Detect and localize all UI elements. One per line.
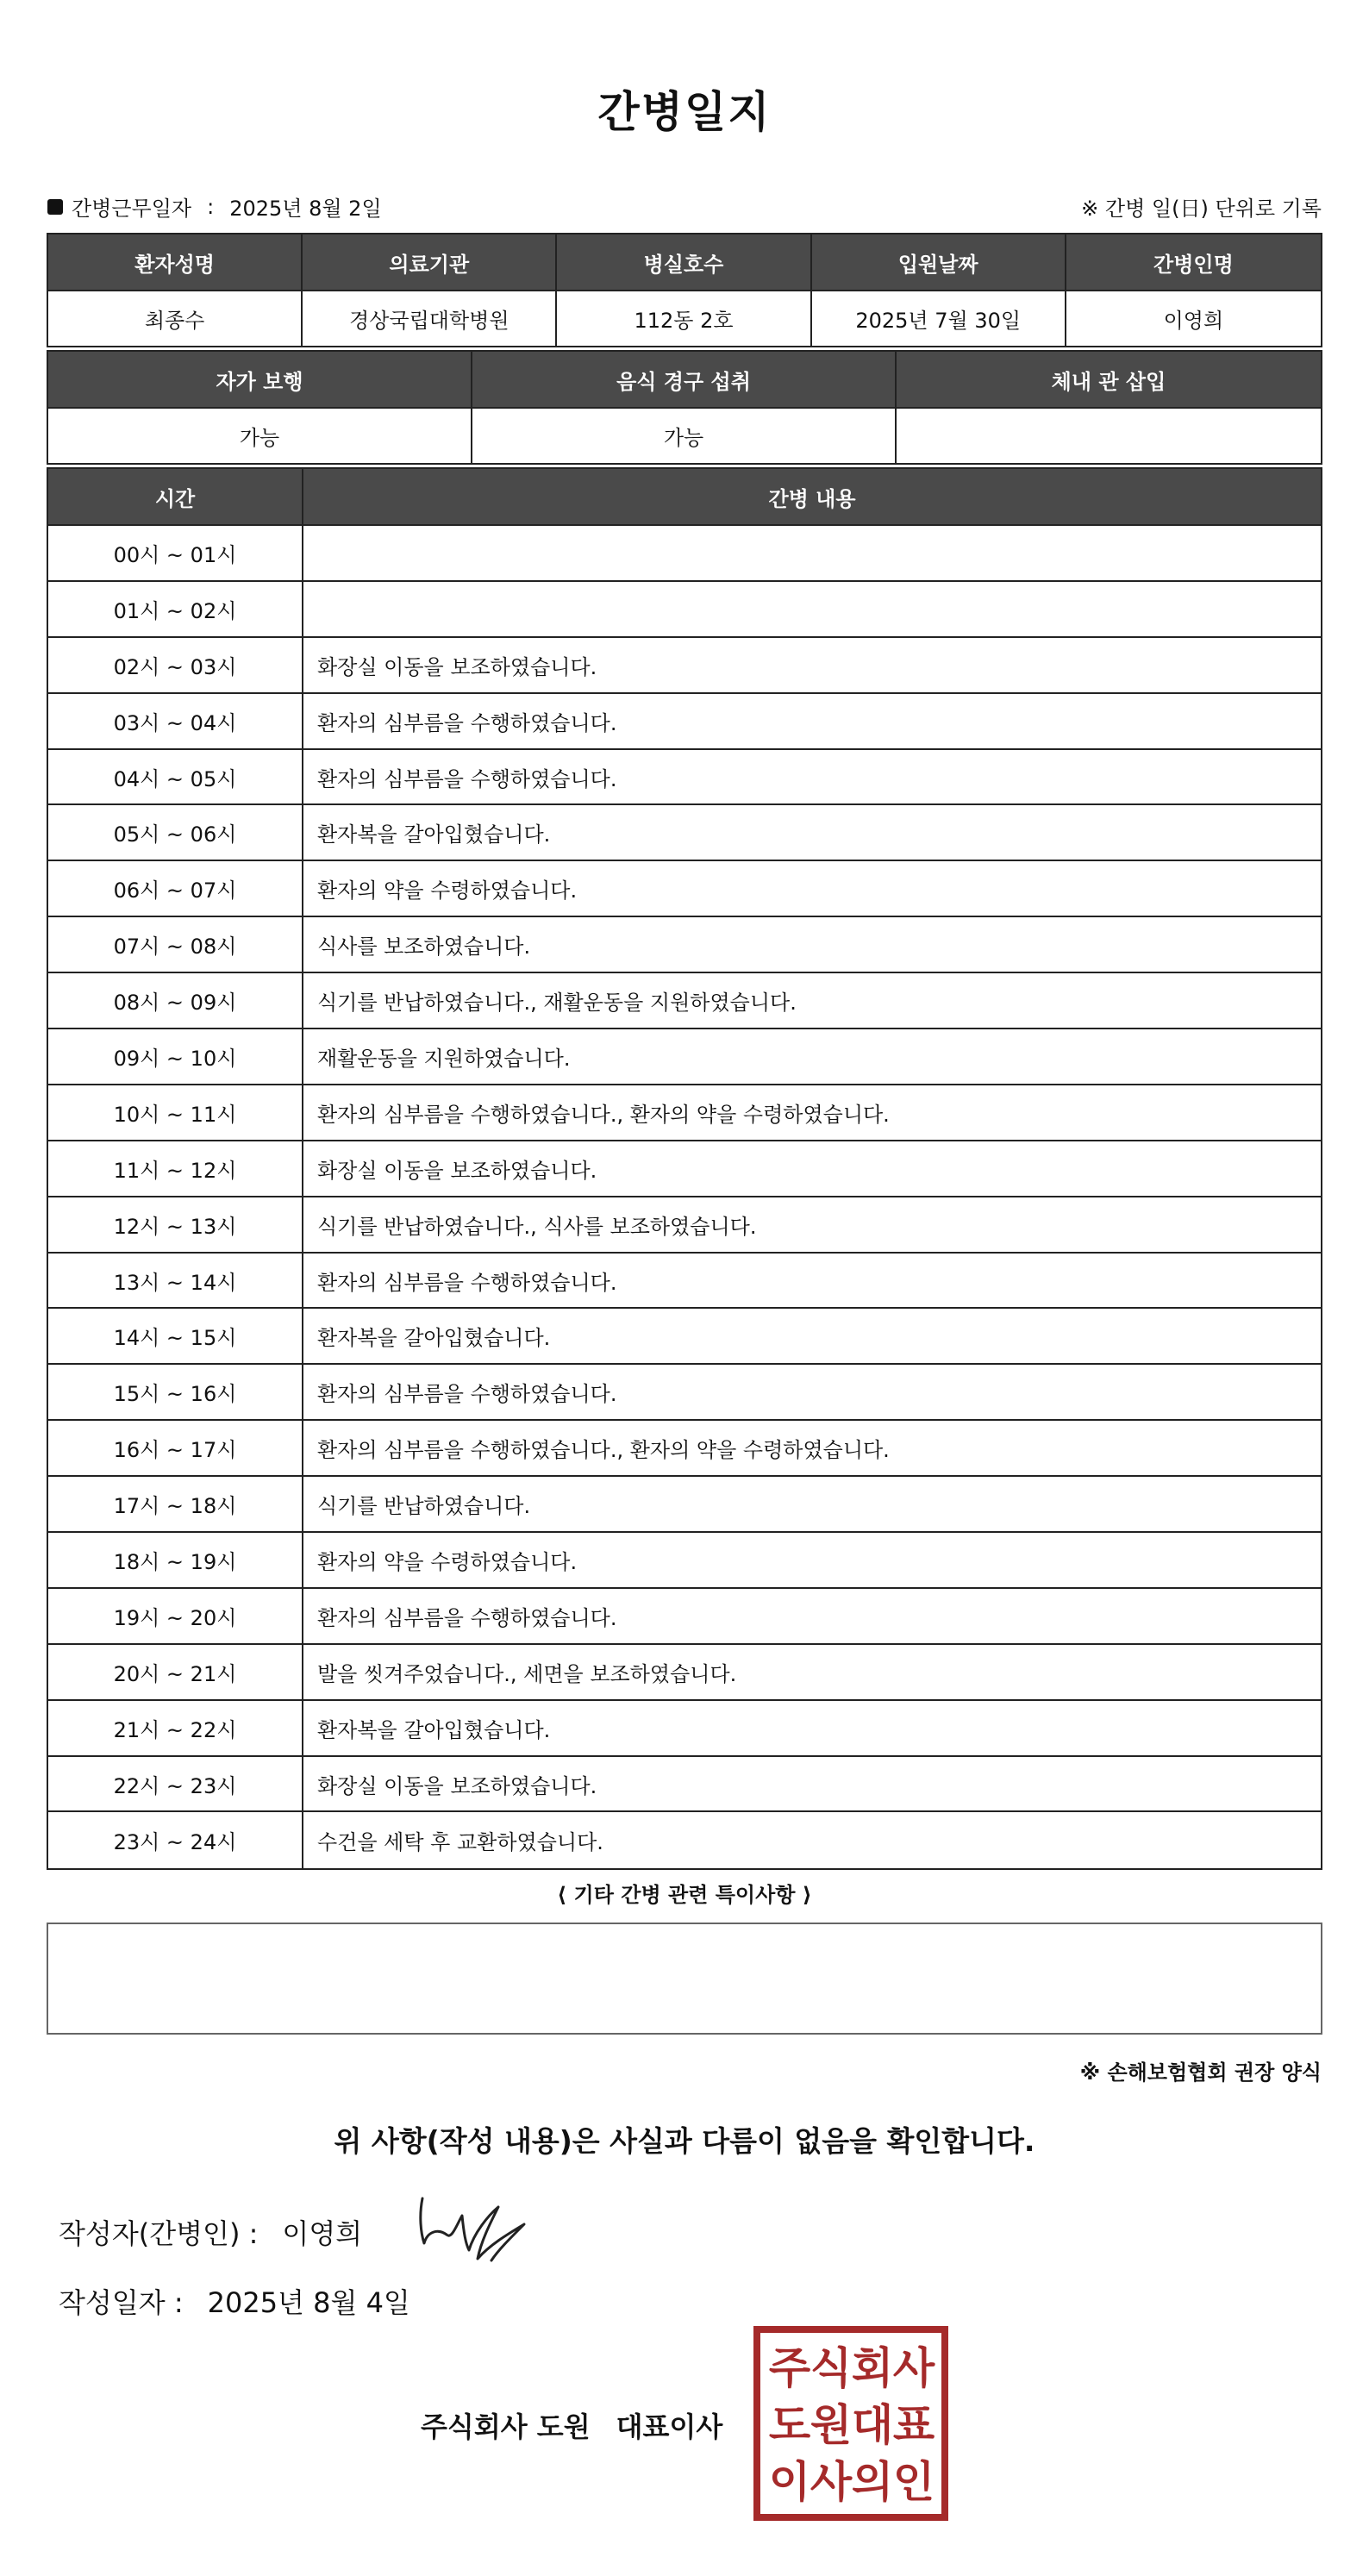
log-content-cell: 환자의 심부름을 수행하였습니다., 환자의 약을 수령하였습니다. xyxy=(303,1085,1321,1141)
seal-character: 의 xyxy=(851,2457,894,2507)
header-self-walking: 자가 보행 xyxy=(48,352,472,409)
header-care-content: 간병 내용 xyxy=(303,469,1321,526)
writer-line xyxy=(59,2212,362,2252)
log-time-cell: 14시 ~ 15시 xyxy=(48,1309,303,1365)
patient-info-table xyxy=(47,233,1322,347)
log-content-cell: 발을 씻겨주었습니다., 세면을 보조하였습니다. xyxy=(303,1645,1321,1701)
log-content-cell: 식기를 반납하였습니다., 재활운동을 지원하였습니다. xyxy=(303,973,1321,1029)
log-content-cell: 식사를 보조하였습니다. xyxy=(303,917,1321,973)
seal-character: 식 xyxy=(810,2343,853,2393)
log-content-cell: 화장실 이동을 보조하였습니다. xyxy=(303,638,1321,694)
log-content-cell: 환자의 심부름을 수행하였습니다., 환자의 약을 수령하였습니다. xyxy=(303,1421,1321,1477)
company-seal-stamp xyxy=(753,2326,948,2521)
log-time-cell: 20시 ~ 21시 xyxy=(48,1645,303,1701)
unit-note: ※ 간병 일(日) 단위로 기록 xyxy=(1081,197,1322,221)
written-date-label: 작성일자 : xyxy=(59,2286,184,2319)
seal-character: 표 xyxy=(892,2400,935,2450)
log-content-cell: 화장실 이동을 보조하였습니다. xyxy=(303,1757,1321,1813)
confirmation-statement: 위 사항(작성 내용)은 사실과 다름이 없음을 확인합니다. xyxy=(334,2124,1035,2158)
oral-intake-value: 가능 xyxy=(472,409,897,463)
header-admission-date: 입원날짜 xyxy=(812,234,1066,291)
recommendation-note: ※ 손해보험협회 권장 양식 xyxy=(1079,2060,1322,2085)
log-content-cell: 환자의 심부름을 수행하였습니다. xyxy=(303,1365,1321,1421)
written-date-value: 2025년 8월 4일 xyxy=(207,2286,410,2319)
work-date-line xyxy=(47,191,382,222)
signature-image xyxy=(412,2190,541,2267)
log-time-cell: 01시 ~ 02시 xyxy=(48,582,303,638)
seal-character: 원 xyxy=(810,2400,853,2450)
remarks-title: ⟨ 기타 간병 관련 특이사항 ⟩ xyxy=(557,1883,812,1907)
log-time-cell: 21시 ~ 22시 xyxy=(48,1701,303,1757)
hospital-name: 경상국립대학병원 xyxy=(303,291,557,346)
header-tube-insertion: 체내 관 삽입 xyxy=(897,352,1321,409)
log-time-cell: 03시 ~ 04시 xyxy=(48,694,303,750)
log-time-cell: 17시 ~ 18시 xyxy=(48,1477,303,1533)
seal-character: 사 xyxy=(810,2457,853,2507)
log-content-cell: 환자의 심부름을 수행하였습니다. xyxy=(303,1254,1321,1310)
log-content-cell: 환자복을 갈아입혔습니다. xyxy=(303,1701,1321,1757)
log-time-cell: 05시 ~ 06시 xyxy=(48,805,303,861)
company-title: 대표이사 xyxy=(616,2410,723,2443)
patient-name: 최종수 xyxy=(48,291,303,346)
log-time-cell: 11시 ~ 12시 xyxy=(48,1141,303,1197)
ability-table xyxy=(47,350,1322,465)
log-content-cell: 화장실 이동을 보조하였습니다. xyxy=(303,1141,1321,1197)
room-number: 112동 2호 xyxy=(557,291,811,346)
care-log-table xyxy=(47,467,1322,1870)
log-time-cell: 12시 ~ 13시 xyxy=(48,1197,303,1254)
work-date-separator: : xyxy=(207,194,215,219)
caregiver-name: 이영희 xyxy=(1163,309,1224,333)
log-time-cell: 23시 ~ 24시 xyxy=(48,1812,303,1868)
log-time-cell: 22시 ~ 23시 xyxy=(48,1757,303,1813)
remarks-box xyxy=(47,1923,1322,2035)
log-content-cell: 환자의 심부름을 수행하였습니다. xyxy=(303,1589,1321,1645)
header-room: 병실호수 xyxy=(557,234,811,291)
log-time-cell: 18시 ~ 19시 xyxy=(48,1533,303,1589)
log-content-cell: 환자의 약을 수령하였습니다. xyxy=(303,1533,1321,1589)
header-oral-intake: 음식 경구 섭취 xyxy=(472,352,897,409)
log-content-cell xyxy=(303,582,1321,638)
work-date-label: 간병근무일자 xyxy=(72,197,192,221)
seal-character: 도 xyxy=(768,2400,811,2450)
log-time-cell: 06시 ~ 07시 xyxy=(48,861,303,917)
header-time: 시간 xyxy=(48,469,303,526)
log-time-cell: 09시 ~ 10시 xyxy=(48,1029,303,1085)
company-name: 주식회사 도원 xyxy=(421,2410,591,2443)
log-content-cell: 환자복을 갈아입혔습니다. xyxy=(303,805,1321,861)
log-time-cell: 13시 ~ 14시 xyxy=(48,1254,303,1310)
log-content-cell: 식기를 반납하였습니다. xyxy=(303,1477,1321,1533)
log-content-cell: 재활운동을 지원하였습니다. xyxy=(303,1029,1321,1085)
bullet-square-icon xyxy=(47,199,63,215)
log-content-cell: 수건을 세탁 후 교환하였습니다. xyxy=(317,1830,603,1855)
tube-insertion-value xyxy=(897,409,1321,463)
admission-date: 2025년 7월 30일 xyxy=(812,291,1066,346)
seal-character: 주 xyxy=(768,2343,811,2393)
header-patient-name: 환자성명 xyxy=(48,234,303,291)
company-line xyxy=(421,2405,722,2445)
log-time-cell: 15시 ~ 16시 xyxy=(48,1365,303,1421)
log-content-cell: 환자의 심부름을 수행하였습니다. xyxy=(303,694,1321,750)
log-content-cell: 식기를 반납하였습니다., 식사를 보조하였습니다. xyxy=(303,1197,1321,1254)
log-time-cell: 07시 ~ 08시 xyxy=(48,917,303,973)
log-time-cell: 00시 ~ 01시 xyxy=(48,526,303,582)
seal-character: 사 xyxy=(892,2343,935,2393)
header-caregiver: 간병인명 xyxy=(1066,234,1321,291)
writer-label: 작성자(간병인) : xyxy=(59,2217,259,2250)
seal-character: 대 xyxy=(851,2400,894,2450)
work-date-value: 2025년 8월 2일 xyxy=(229,197,382,221)
written-date-line xyxy=(59,2281,410,2321)
log-content-cell: 환자의 약을 수령하였습니다. xyxy=(303,861,1321,917)
log-content-cell: 환자의 심부름을 수행하였습니다. xyxy=(303,750,1321,806)
log-content-cell: 환자복을 갈아입혔습니다. xyxy=(303,1309,1321,1365)
log-time-cell: 04시 ~ 05시 xyxy=(48,750,303,806)
page-title: 간병일지 xyxy=(597,87,772,137)
writer-name: 이영희 xyxy=(282,2217,363,2250)
self-walking-value: 가능 xyxy=(48,409,472,463)
log-time-cell: 16시 ~ 17시 xyxy=(48,1421,303,1477)
log-time-cell: 08시 ~ 09시 xyxy=(48,973,303,1029)
seal-character: 인 xyxy=(892,2457,935,2507)
seal-character: 회 xyxy=(851,2343,894,2393)
log-time-cell: 10시 ~ 11시 xyxy=(48,1085,303,1141)
log-time-cell: 02시 ~ 03시 xyxy=(48,638,303,694)
log-time-cell: 19시 ~ 20시 xyxy=(48,1589,303,1645)
seal-character: 이 xyxy=(768,2457,811,2507)
log-content-cell xyxy=(303,526,1321,582)
header-hospital: 의료기관 xyxy=(303,234,557,291)
